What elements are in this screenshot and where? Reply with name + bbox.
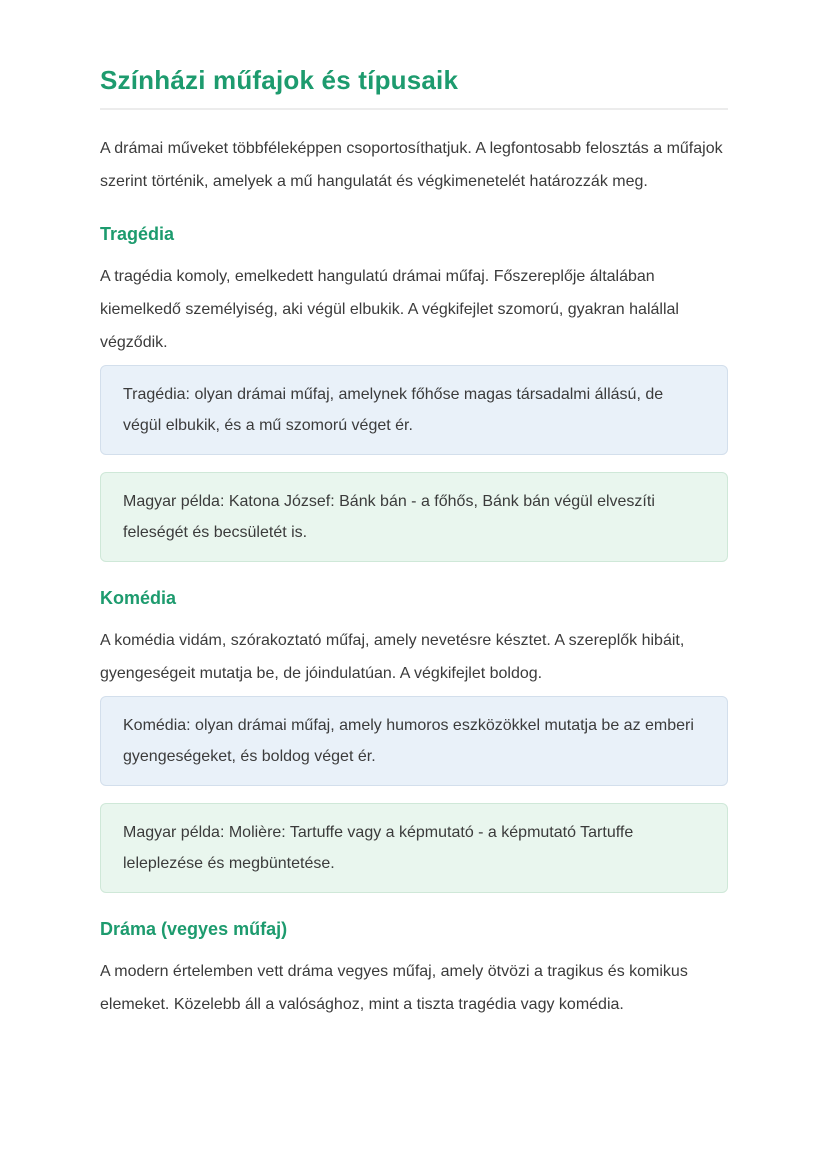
section-heading-komedia: Komédia <box>100 588 177 608</box>
example-box <box>100 472 728 562</box>
definition-text: Komédia: olyan drámai műfaj, amely humoros eszközökkel mutatja be az emberi gyengeségeket, és boldog véget ér. <box>123 717 694 765</box>
section-heading-drama: Dráma (vegyes műfaj) <box>100 919 288 939</box>
section-heading-tragedia: Tragédia <box>100 224 175 244</box>
page-title: Színházi műfajok és típusaik <box>100 65 459 95</box>
example-box <box>100 803 728 893</box>
section-paragraph: A tragédia komoly, emelkedett hangulatú drámai műfaj. Főszereplője általában kiemelkedő személyiség, aki végül elbukik. A végkifejlet szomorú, gyakran halállal végződik. <box>100 268 679 351</box>
section-paragraph: A modern értelemben vett dráma vegyes műfaj, amely ötvözi a tragikus és komikus elemeket. Közelebb áll a valósághoz, mint a tiszta tragédia vagy komédia. <box>100 963 688 1013</box>
definition-text: Tragédia: olyan drámai műfaj, amelynek főhőse magas társadalmi állású, de végül elbukik, és a mű szomorú véget ér. <box>123 386 664 434</box>
section-tragedia <box>100 222 728 562</box>
example-text: Magyar példa: Molière: Tartuffe vagy a képmutató - a képmutató Tartuffe leleplezése és megbüntetése. <box>123 824 634 872</box>
section-drama <box>100 917 728 1021</box>
intro-paragraph: A drámai műveket többféleképpen csoportosíthatjuk. A legfontosabb felosztás a műfajok szerint történik, amelyek a mű hangulatát és végkimenetelét határozzák meg. <box>100 140 723 190</box>
title-divider <box>100 108 728 110</box>
example-text: Magyar példa: Katona József: Bánk bán - a főhős, Bánk bán végül elveszíti feleségét és becsületét is. <box>123 493 655 541</box>
section-komedia <box>100 586 728 893</box>
section-paragraph: A komédia vidám, szórakoztató műfaj, amely nevetésre késztet. A szereplők hibáit, gyengeségeit mutatja be, de jóindulatúan. A végkifejlet boldog. <box>100 632 685 682</box>
definition-box <box>100 365 728 455</box>
definition-box <box>100 696 728 786</box>
